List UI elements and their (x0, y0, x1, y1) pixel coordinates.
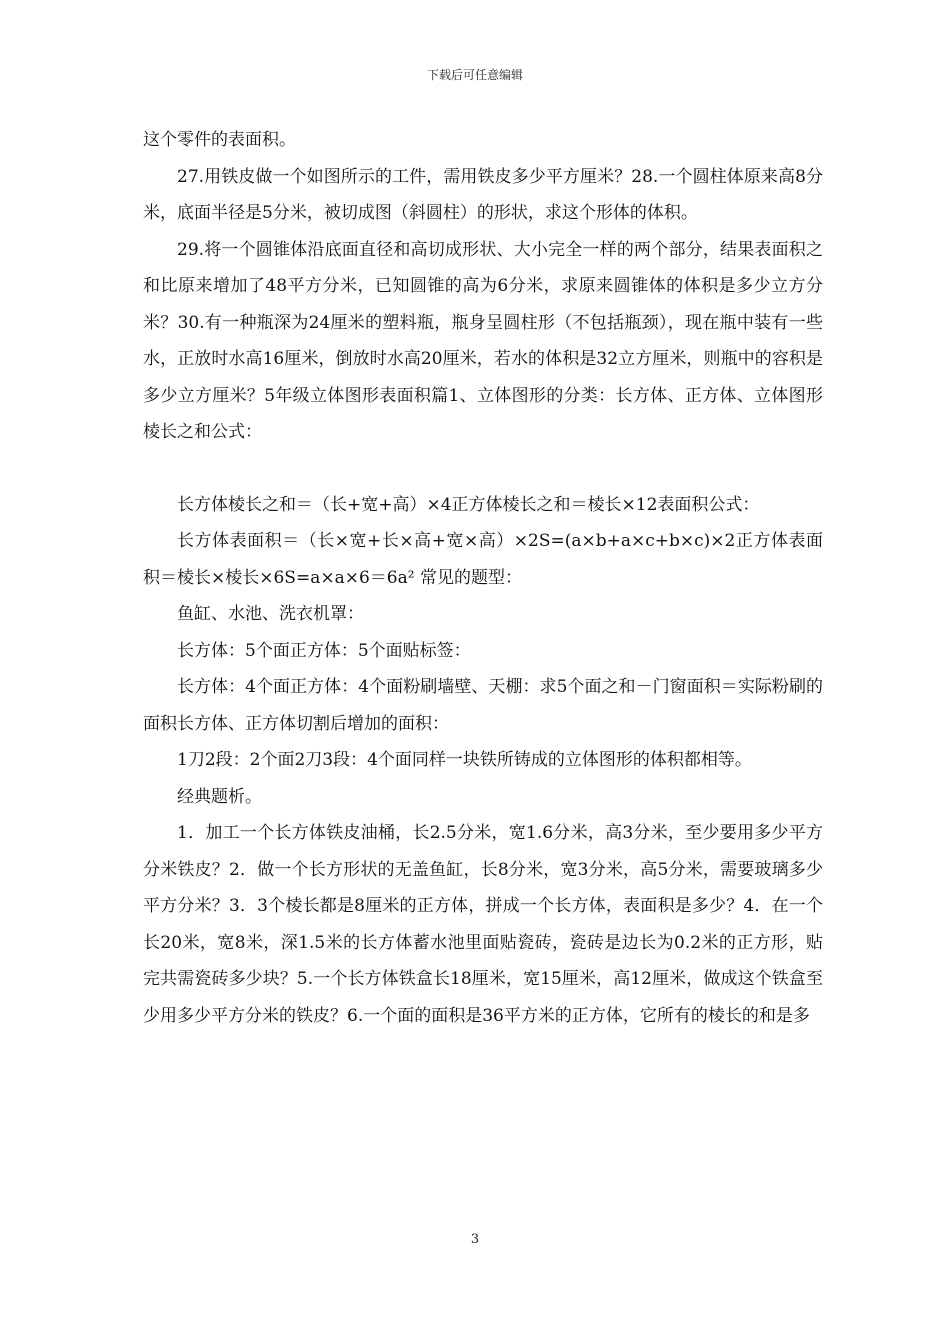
paragraph: 1刀2段：2个面2刀3段：4个面同样一块铁所铸成的立体图形的体积都相等。 (177, 750, 752, 770)
page-number: 3 (470, 1232, 480, 1247)
paragraph: 经典题析。 (177, 786, 262, 807)
paragraph: 29.将一个圆锥体沿底面直径和高切成形状、大小完全一样的两个部分，结果表面积之和比原来增加了48平方分米，已知圆锥的高为6分米，求原来圆锥体的体积是多少立方分米？30.有一种瓶深为24厘米的塑料瓶，瓶身呈圆柱形（不包括瓶颈），现在瓶中装有一些水，正放时水高16厘米，倒放时水高20厘米，若水的体积是32立方厘米，则瓶中的容积是多少立方厘米？5年级立体图形表面积篇1、立体图形的分类：长方体、正方体、立体图形棱长之和公式： (143, 239, 823, 442)
paragraph: 这个零件的表面积。 (143, 130, 296, 150)
paragraph: 长方体：4个面正方体：4个面粉刷墙壁、天棚：求5个面之和－门窗面积＝实际粉刷的面积长方体、正方体切割后增加的面积： (143, 677, 823, 734)
paragraph: 长方体：5个面正方体：5个面贴标签： (177, 640, 471, 661)
paragraph: 长方体棱长之和＝（长+宽+高）×4正方体棱长之和＝棱长×12表面积公式： (177, 494, 760, 515)
page-header: 下载后可任意编辑 (426, 68, 523, 82)
paragraph-gap (143, 451, 823, 487)
paragraph: 27.用铁皮做一个如图所示的工件，需用铁皮多少平方厘米？28.一个圆柱体原来高8分米，底面半径是5分米，被切成图（斜圆柱）的形状，求这个形体的体积。 (143, 166, 823, 223)
page-body (143, 122, 823, 1034)
paragraph: 长方体表面积＝（长×宽+长×高+宽×高）×2S=(a×b+a×c+b×c)×2正方体表面积＝棱长×棱长×6S=a×a×6＝6a² 常见的题型： (143, 531, 823, 588)
paragraph: 1．加工一个长方体铁皮油桶，长2.5分米，宽1.6分米，高3分米，至少要用多少平方分米铁皮？2．做一个长方形状的无盖鱼缸，长8分米，宽3分米，高5分米，需要玻璃多少平方分米？3．3个棱长都是8厘米的正方体，拼成一个长方体，表面积是多少？4．在一个长20米，宽8米，深1.5米的长方体蓄水池里面贴瓷砖，瓷砖是边长为0.2米的正方形，贴完共需瓷砖多少块？5.一个长方体铁盒长18厘米，宽15厘米，高12厘米，做成这个铁盒至少用多少平方分米的铁皮？6.一个面的面积是36平方米的正方体，它所有的棱长的和是多 (143, 823, 823, 1026)
paragraph: 鱼缸、水池、洗衣机罩： (177, 604, 364, 624)
